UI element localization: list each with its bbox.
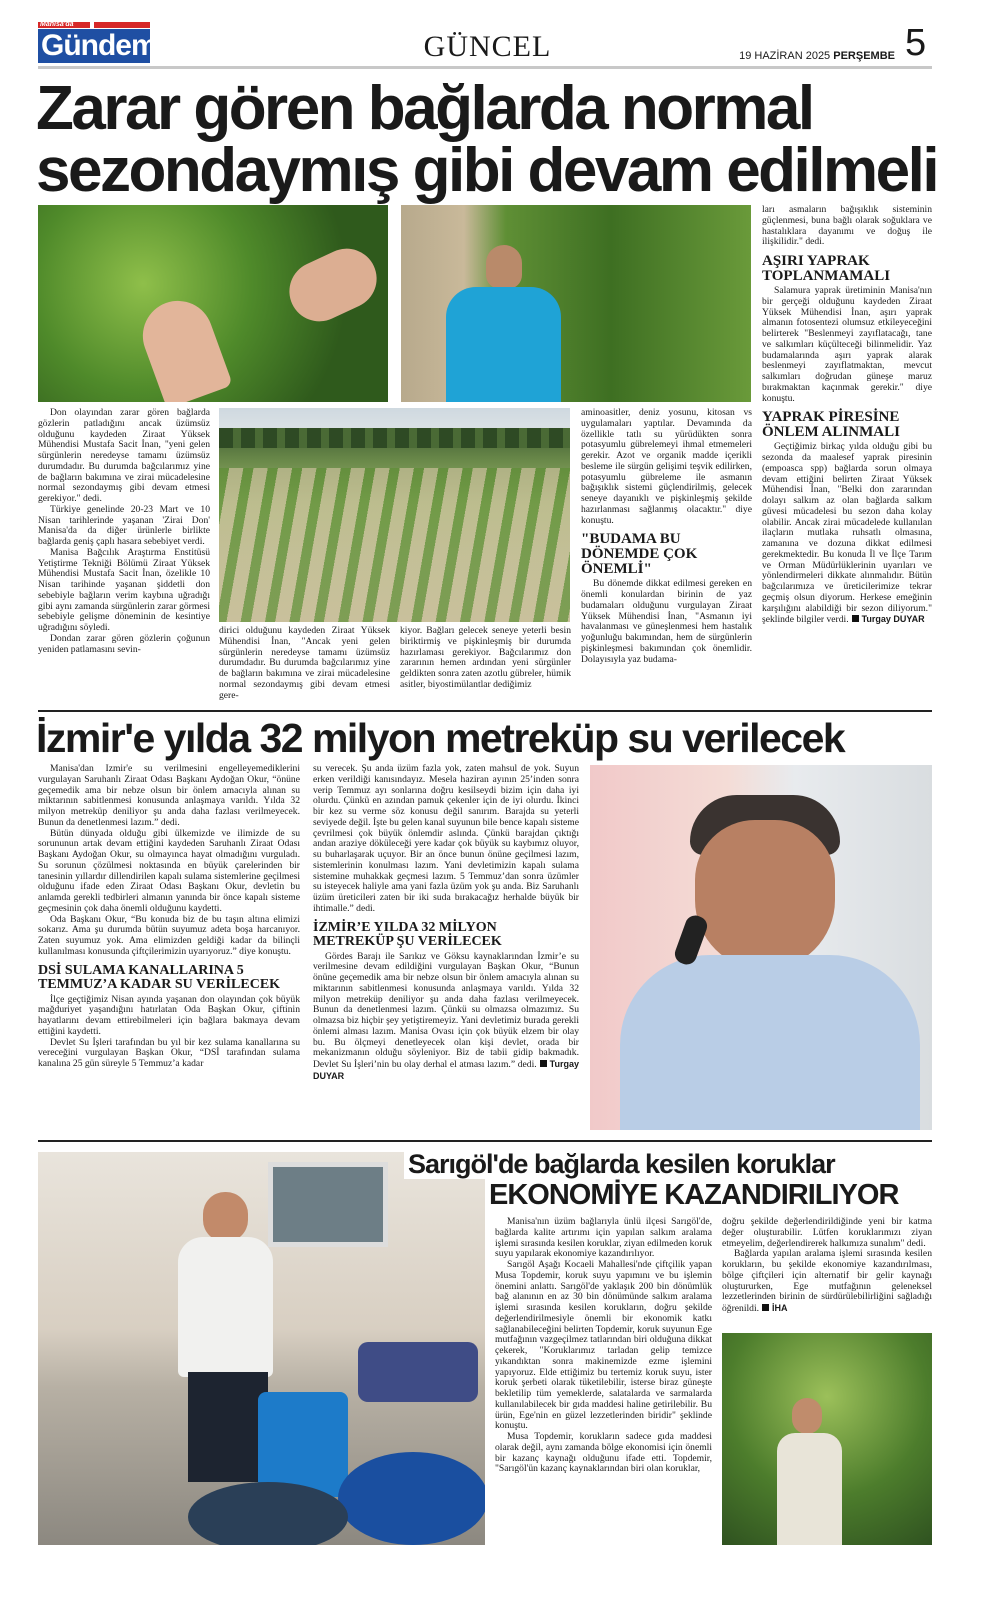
headline-line-1: Zarar gören bağlarda normal bbox=[36, 74, 813, 143]
article2-headline: İzmir'e yılda 32 milyon metreküp su verilecek bbox=[36, 715, 845, 761]
weekday-text: PERŞEMBE bbox=[833, 50, 895, 62]
person-shirt bbox=[620, 955, 920, 1130]
article3-headline-line-1: Sarıgöl'de bağlarda kesilen koruklar bbox=[404, 1150, 839, 1179]
paragraph: Manisa'nın üzüm bağlarıyla ünlü ilçesi Sarıgöl'de, bağlarda kalite artırımı için yapılan salkım aralama işlemi sırasında kesilen koruklar, ziyan edilmeden koruk suyu yapılarak ekonomiye kazandırılıyor. bbox=[495, 1217, 712, 1260]
hand-shape bbox=[133, 291, 233, 402]
photo-grape-leaves bbox=[38, 205, 388, 402]
paragraph: Bütün dünyada olduğu gibi ülkemizde ve ilimizde de su sorununun artak devam ettiğini kaydeden Saruhanlı Ziraat Odası Başkanı Aydoğan Okur, su olmayınca hayat olmadığını vurguladı. Su sorunun çözülmesi noktasında en büyük çarelerinden bir tanesinin yıllardır dillendirilen kapalı sulama sistemlerine geçilmesi olduğunu ifade eden Ziraat Odası Başkanı Okur, devletin bu anlamda gerekli tedbirleri almanın yanında bir önce kapalı sisteme geçmesinin çok daha önemli olduğunu kaydetti. bbox=[38, 827, 300, 914]
paragraph: Oda Başkanı Okur, “Bu konuda biz de bu taşın altına elimizi sokarız. Ama şu durumda bütün suyumuz adeta boşa harcanıyor. Zaten suyumuz yok. Ama elimizden geldiği kadar da bilinçli kullanılması konusunda çiftçilerimizin uyarıyoruz.” diye konuştu. bbox=[38, 913, 300, 957]
photo-koruk-juice-making bbox=[38, 1152, 485, 1545]
person-shirt bbox=[777, 1433, 842, 1545]
paragraph bbox=[313, 952, 579, 1083]
person-shirt bbox=[446, 287, 561, 402]
article1-column-5 bbox=[762, 205, 932, 701]
paragraph: doğru şekilde değerlendirildiğinde yeni bir katma değer oluşturabilir. Lütfen koruklarımızı ziyan etmeyelim, değerlendirerek halkımıza sunalım" dedi. bbox=[722, 1217, 932, 1249]
subheading: AŞIRI YAPRAK TOPLANMAMALI bbox=[762, 253, 891, 284]
logo-small-text: Manisa'da bbox=[40, 21, 74, 28]
article1-column-4 bbox=[581, 408, 752, 701]
byline-square-icon bbox=[762, 1304, 769, 1311]
subheading: "BUDAMA BU DÖNEMDE ÇOK ÖNEMLİ" bbox=[581, 531, 698, 578]
person-face bbox=[695, 820, 835, 970]
subheading: İZMİR’E YILDA 32 MİLYON METREKÜP ŞU VERİLECEK bbox=[313, 919, 502, 949]
paragraph: Devlet Su İşleri tarafından bu yıl bir kez sulama kanallarına su vereceğini vurgulayan Başkan Okur, “DSİ tarafından sulama kanalına 25 gün süreyle 5 Temmuz’a kadar bbox=[38, 1036, 300, 1069]
article1-column-2 bbox=[219, 626, 390, 702]
hand-shape bbox=[280, 239, 387, 331]
article3-column-2 bbox=[722, 1217, 932, 1327]
subheading: DSİ SULAMA KANALLARINA 5 TEMMUZ’A KADAR SU VERİLECEK bbox=[38, 962, 281, 992]
byline: İHA bbox=[772, 1303, 788, 1313]
photo-musa-topdemir-vineyard bbox=[722, 1333, 932, 1545]
paragraph-text: Geçtiğimiz birkaç yılda olduğu gibi bu sezonda da maalesef yaprak piresinin (empoasca spp) bağlarda sorun olmaya devam ettiğini belirten Ziraat Yüksek Mühendisi İnan, "Belki don zararından dolayı salkım az olan bağlarda salkım güvesi mücadelesi bu sezon daha kolay olabilir. Ancak zirai mücadelede kullanılan ilaçların mutlaka ruhsatlı olmasına, zamanına ve dozuna dikkat edilmesi gerekmektedir. Bu konuda İl ve İlçe Tarım ve Orman Müdürlüklerinin uyarıları ve yönlendirmeleri dikkate alınmalıdır. Bütün bağcılarımıza ve üreticilerimize tekrar geçmiş olsun diyorum. Herkese emeğinin karşılığını alabildiği bir sezon diliyorum." şeklinde bilgiler verdi. bbox=[762, 441, 932, 626]
newspaper-logo bbox=[38, 21, 157, 64]
blue-basin bbox=[338, 1452, 485, 1545]
paragraph-text: Bağlarda yapılan aralama işlemi sırasında kesilen korukların, bu şekilde ekonomiye kazandırılması, bölge çiftçileri için alternatif bir gelir kaynağı oluştururken, Ege mutfağının geleneksel lezzetlerinden birinin de sürdürülebilirliğini sağladığı öğrenildi. bbox=[722, 1248, 932, 1314]
paragraph: Türkiye genelinde 20-23 Mart ve 10 Nisan tarihlerinde yaşanan 'Zirai Don' Manisa'da da diğer ürünlerle birlikte bağlarda geniş çaplı hasara sebebiyet verdi. bbox=[38, 503, 210, 547]
section-title: GÜNCEL bbox=[423, 30, 552, 63]
page-number: 5 bbox=[905, 22, 927, 64]
article-divider bbox=[38, 1140, 932, 1142]
juice-machine bbox=[358, 1342, 478, 1402]
photo-engineer-in-vineyard bbox=[401, 205, 751, 402]
paragraph bbox=[762, 442, 932, 626]
article2-column-1 bbox=[38, 764, 300, 1134]
paragraph: Manisa Bağcılık Araştırma Enstitüsü Yetiştirme Tekniği Bölümü Ziraat Yüksek Mühendisi Mustafa Sacit İnan, özelikle 10 Nisan tarihinde yaşanan şiddetli don sebebiyle bağların verim kaybına uğradığı gibi aynı zamanda sürgünlerin zarar görmesi sebebiyle gelişme döneminin de kesintiye uğradığını söyledi. bbox=[38, 546, 210, 633]
subheading: YAPRAK PİRESİNE ÖNLEM ALINMALI bbox=[762, 409, 900, 441]
date-text: 19 HAZİRAN 2025 bbox=[739, 50, 831, 62]
paragraph: ları asmaların bağışıklık sisteminin güçlenmesi, buna bağlı olarak soğuklara ve hastalıklara dayanımı ve doğuş ile ilişkilidir." dedi. bbox=[762, 205, 932, 248]
person-shirt bbox=[178, 1237, 273, 1377]
headline-line-2: sezondaymış gibi devam edilmeli bbox=[36, 136, 938, 205]
tree-line bbox=[219, 428, 570, 448]
photo-vineyard-rows bbox=[219, 408, 570, 622]
person-head bbox=[203, 1192, 248, 1242]
paragraph: Sarıgöl Aşağı Kocaeli Mahallesi'nde çiftçilik yapan Musa Topdemir, koruk suyu yapımını ve bu işlemin önemini anlattı. Sarıgöl'de yaklaşık 200 bin dönümlük bağ alanının en az 30 bin dönümünde salkım aralama işlemi sırasında kesilen korukların, doğru şekilde değerlendirilmesiyle önemli bir ekonomik katkı sağlanabileceğini belirten Topdemir, koruk suyunun Ege mutfağının vazgeçilmez tatlarından biri olduğuna dikkat çekerek, "Koruklarımız tarladan gelip temizce yıkandıktan sonra makinemizde ezme işlemini yapıyoruz. Elde ettiğimiz bu tertemiz koruk suyu, ister koruk şerbeti olarak tüketilebilir, isterse biraz güneşte bekletilip tüm yemeklerde, salatalarda ve sarmalarda kullanılabilecek bir gıda maddesi haline getirilebilir. Bu ürün, Ege'nin en güzel lezzetlerinden biridir" şeklinde konuştu. bbox=[495, 1259, 712, 1432]
byline-square-icon bbox=[852, 615, 859, 622]
person-head bbox=[486, 245, 522, 289]
paragraph: aminoasitler, deniz yosunu, kitosan vs uygulamaları yaptılar. Devamında da özellikle tatlı su yürüdükten sonra potasyumlu gübrelemeyi ihmal etmemeleri gerekir. Azot ve organik madde içerikli besleme ile sürgün gelişimi teşvik edilirken, potasyumlu gübreleme ile asmanın bağışıklık sistemi güçlendirilmiş, gelecek seneye dayanıklı ve pişkinleşmiş şekilde hazırlanması sağlanmış olacaktır." diye konuştu. bbox=[581, 408, 752, 526]
logo-main-text: Gündem bbox=[38, 29, 150, 63]
paragraph bbox=[722, 1249, 932, 1315]
paragraph: Dondan zarar gören gözlerin çoğunun yeniden patlamasını sevin- bbox=[38, 632, 210, 655]
article3-headline-line-2: EKONOMİYE KAZANDIRILIYOR bbox=[485, 1181, 902, 1210]
paragraph: kiyor. Bağları gelecek seneye yeterli besin biriktirmiş ve pişkinleşmiş bir durumda hazırlaması gerekiyor. Bağcılarımız don zararının hemen ardından yeni sürgünler geldikten sonra zaten azotlu gübreler, hümik asitler, biyostimülantlar dediğimiz bbox=[400, 626, 571, 690]
byline-square-icon bbox=[540, 1060, 547, 1067]
paragraph: Bu dönemde dikkat edilmesi gereken en önemli konulardan birinin de yaz budamaları olduğunu vurgulayan Ziraat Yüksek Mühendisi İnan, "Asmanın iyi havalanması ve güneşlenmesi hem hastalık yoğunluğu bakımından, hem de sürgünlerin pişkinleşmesi bakımından çok önemlidir. Dolayısıyla yaz budama- bbox=[581, 578, 752, 665]
paragraph: dirici olduğunu kaydeden Ziraat Yüksek Mühendisi İnan, "Ancak yeni gelen sürgünlerin neredeyse tamamı üzümsüz durumdadır. Bu durumda bağcılarımız yine de bağların bakımına ve zirai mücadelesine normal sezondaymış gibi devam etmesi gere- bbox=[219, 626, 390, 701]
paragraph: su verecek. Şu anda üzüm fazla yok, zaten mahsul de yok. Suyun erken verildiği kanısındayız. Mesela haziran ayının 25’inden sonra verip Temmuz ayı sonlarına doğru kesilseydi bizim için daha iyi olurdu. Çünkü en azından pamuk çekenler için de iyi olurdu. İkinci bir kez su verme söz konusu değil sanırım. Barajda su yeterli seviyede değil. İşte bu gelen kanal suyunun bile bence kapalı sisteme çevrilmesi çok büyük önlemdir aslında. Çünkü barajdan çıktığı andan araziye döküleceği yere kadar çok büyük su kaybımız oluyor, su buharlaşarak uçuyor. Bir an önce bunun önüne geçilmesi lazım, sistemlerinin konulması lazım. Yani devletimizin kapalı sulama sistemine muhakkak geçmesi lazım. 5 Temmuz’dan sonra üzümler su isteyecek haliyle ama yani fazla üzüm yok şu anda. Biz Saruhanlı üzüm üreticileri zaten bir iki suda bırakacağız herhalde büyük bir ihtimalle.” dedi. bbox=[313, 764, 579, 914]
paragraph: Manisa'dan İzmir'e su verilmesini engelleyemediklerini vurgulayan Saruhanlı Ziraat Odası Başkanı Aydoğan Okur, “önüne geçemedik ama bir nebze olsun bir önlem amacıyla alınan su miktarının sabitlenmesi konusunda anlaşmaya varıldı. Yılda 32 milyon metreküp deniliyor şu anda daha fazlası verilmeyecek. Bunun da denetlenmesi lazım.” dedi. bbox=[38, 764, 300, 828]
article1-column-3 bbox=[400, 626, 571, 702]
paragraph: Salamura yaprak üretiminin Manisa'nın bir gerçeği olduğunu kaydeden Ziraat Yüksek Mühendisi İnan, aşırı yaprak almanın fotosentezi olumsuz etkileyeceğini belirterek "Beslenmeyi zayıflatacağı, tane ve salkımları küçülteceği bilinmelidir. Yaz budamalarında aşırı yaprak alarak beslenmeyi zayıflatmaktan, mevcut salkımları doğrudan güneşe maruz bırakmaktan kaçınmak gerekir." diye konuştu. bbox=[762, 285, 932, 404]
paragraph: Musa Topdemir, korukların sadece gıda maddesi olarak değil, aynı zamanda bölge ekonomisi için önemli bir kazanç kaynağı olduğunu ifade etti. Topdemir, "Sarıgöl'ün kazanç kaynaklarından biri olan koruklar, bbox=[495, 1431, 712, 1475]
window-shape bbox=[268, 1162, 388, 1247]
paragraph: İlçe geçtiğimiz Nisan ayında yaşanan don olayından çok büyük mağduriyet yaşandığını hatırlatan Oda Başkan Okur, çiftinin hayatlarını devam ettirebilmeleri için bağlara bakmaya devam ettiğini kaydetti. bbox=[38, 993, 300, 1037]
article1-column-1 bbox=[38, 408, 210, 701]
article-divider bbox=[38, 710, 932, 712]
photo-aydogan-okur bbox=[590, 765, 932, 1130]
byline: Turgay DUYAR bbox=[313, 1059, 579, 1081]
paragraph-text: Gördes Barajı ile Sarıkız ve Göksu kaynaklarından İzmir’e su verilmesine devam edildiğini vurgulayan Başkan Okur, “Bunun önüne geçemedik ama bir nebze olsun bir önlem amacıyla alınan su miktarının sabitlenmesi konusunda anlaşmaya varıldı. Yılda 32 milyon metreküp deniliyor şu anda daha fazlası verilmeyecek. Bunun da denetlenmesi lazım. Çünkü su olmazsa olmazımız. Su olmazsa biz hiçbir şey yetiştiremeyiz. Yani devletimiz burada gerekli önlemi alması lazım. Manisa Ovası için çok büyük elzem bir olay bu. Bu ölçmeyi denetleyecek olan kişi devlet, orada bir mekanizmanın olduğu söyleniyor. Biz de tabii gidip bakmadık. Devlet Su İşleri’nin bu olay derhal el atması lazım.” dedi. bbox=[313, 950, 579, 1070]
vine-rows bbox=[219, 468, 570, 622]
person-head bbox=[792, 1398, 822, 1434]
issue-date bbox=[730, 50, 895, 62]
header-rule bbox=[38, 66, 932, 69]
person-pants bbox=[188, 1372, 268, 1482]
article3-column-1 bbox=[495, 1217, 712, 1547]
paragraph: Don olayından zarar gören bağlarda gözlerin patladığını ancak üzümsüz olduğunu kaydeden Ziraat Yüksek Mühendisi Mustafa Sacit İnan, "yeni gelen sürgünlerin neredeyse tamamı üzümsüz durumdadır. Bu durumda bağcılarımız yine de bağların bakımına ve zirai mücadelesine normal sezondaymış gibi devam etmesi gerekiyor." dedi. bbox=[38, 408, 210, 504]
byline: Turgay DUYAR bbox=[861, 614, 925, 625]
metal-basin bbox=[188, 1482, 348, 1545]
article2-column-2 bbox=[313, 764, 579, 1134]
